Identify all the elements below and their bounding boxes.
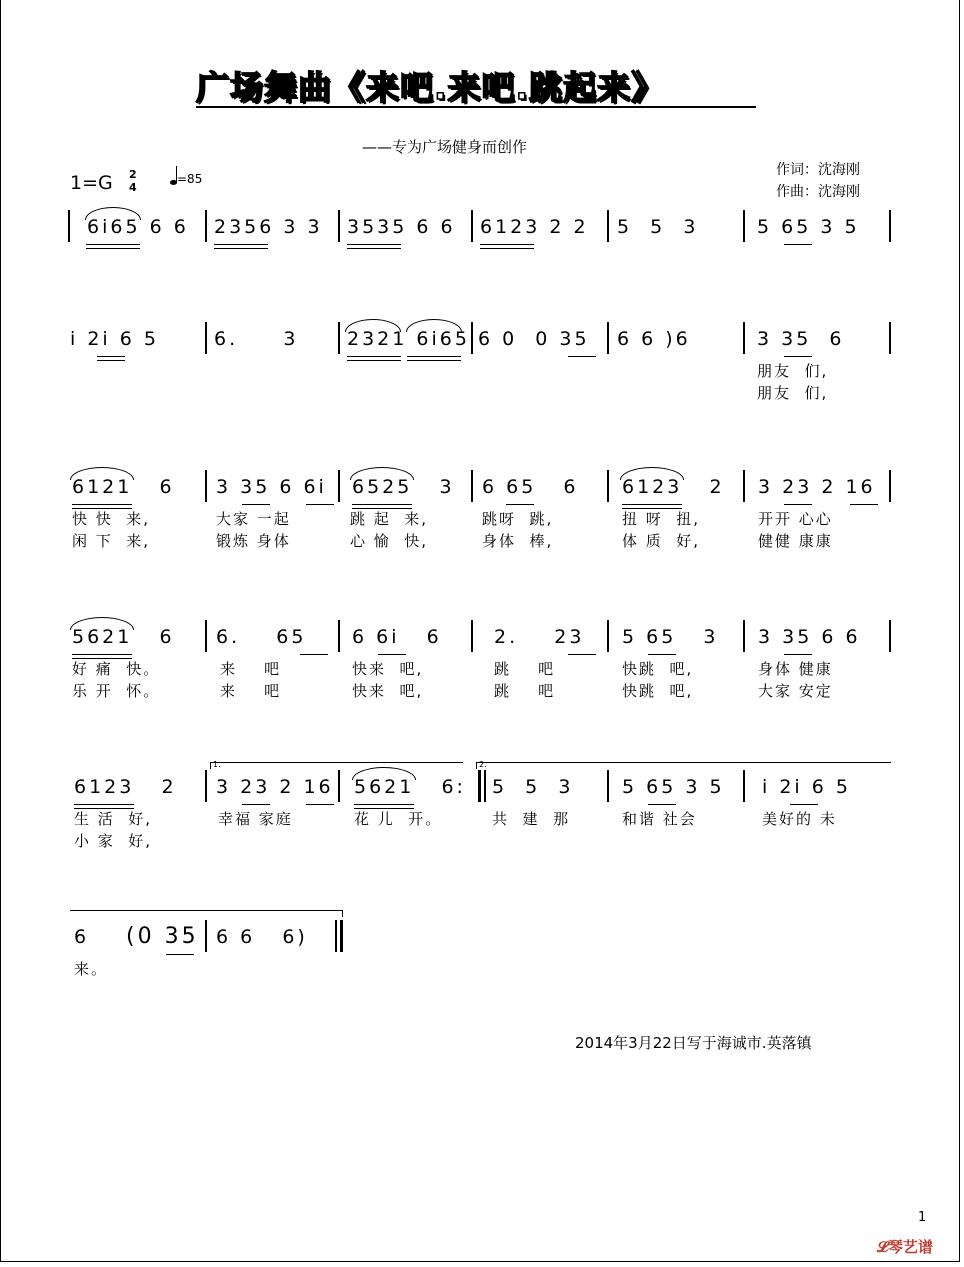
measure: i 2i 6 5 (762, 776, 851, 798)
barline (471, 322, 473, 354)
lyric: 乐 开 怀。 (72, 682, 161, 700)
measure: 6 6 6) (216, 926, 308, 948)
lyric: 跳呀 跳, (482, 510, 554, 528)
lyric: 来 吧 (220, 682, 282, 700)
final-barline (340, 920, 343, 952)
beam (347, 244, 401, 245)
volta-2-label: 2. (479, 760, 487, 769)
measure: 3 35 6 6i (216, 476, 327, 498)
lyric: 生 活 好, (74, 810, 153, 828)
repeat-barline (478, 770, 481, 802)
tempo-value: =85 (177, 172, 203, 186)
key-signature: 1=G (70, 172, 113, 194)
measure: 6. 3 (214, 328, 299, 350)
beam (480, 244, 534, 245)
volta-2-bracket (476, 762, 891, 769)
barline (205, 470, 207, 502)
watermark (877, 1236, 933, 1257)
measure: 3 23 2 16 (758, 476, 876, 498)
barline (889, 322, 891, 354)
lyric: 身体 健康 (758, 660, 833, 678)
measure: 6123 2 2 (480, 216, 589, 238)
lyricist-credit: 作词：沈海刚 (776, 162, 860, 178)
measure: 6123 2 (74, 776, 177, 798)
beam (97, 356, 125, 357)
lyric: 快 快 来, (72, 510, 151, 528)
final-barline (335, 920, 337, 952)
lyric: 和谐 社会 (622, 810, 697, 828)
beam (300, 654, 328, 655)
barline (205, 920, 207, 952)
measure: 6121 6 (72, 476, 175, 498)
barline (607, 770, 609, 802)
beam (850, 504, 878, 505)
beam (648, 654, 676, 655)
barline (889, 470, 891, 502)
beam (86, 248, 140, 249)
lyric: 美好的 未 (762, 810, 837, 828)
subtitle: ——专为广场健身而创作 (362, 138, 528, 156)
barline (471, 470, 473, 502)
barline (471, 620, 473, 652)
barline (338, 620, 340, 652)
beam (354, 804, 414, 805)
lyric: 好 痛 快。 (72, 660, 161, 678)
lyric: 花 儿 开。 (354, 810, 443, 828)
measure: 5 65 3 5 (757, 216, 860, 238)
beam (407, 360, 461, 361)
measure: 5 5 3 (492, 776, 574, 798)
barline (205, 620, 207, 652)
barline (205, 322, 207, 354)
beam (568, 356, 596, 357)
coda-bracket (70, 910, 343, 917)
beam (622, 504, 682, 505)
beam (347, 360, 401, 361)
barline (205, 770, 207, 802)
beam (648, 804, 676, 805)
barline (743, 470, 745, 502)
meter-top: 2 (129, 168, 137, 181)
beam (242, 804, 270, 805)
barline (743, 322, 745, 354)
beam (352, 504, 412, 505)
measure: 6 65 6 (482, 476, 579, 498)
lyric: 幸福 家庭 (218, 810, 293, 828)
lyric: 开开 心心 (758, 510, 833, 528)
lyric: 扭 呀 扭, (622, 510, 701, 528)
lyric: 来 吧 (220, 660, 282, 678)
barline (68, 210, 70, 242)
barline (889, 210, 891, 242)
lyric: 小 家 好, (74, 832, 153, 850)
beam (214, 248, 268, 249)
watermark-text: 琴艺谱 (887, 1238, 933, 1256)
measure: 2321 6i65 (347, 328, 470, 350)
beam (347, 356, 401, 357)
lyric: 闲 下 来, (72, 532, 151, 550)
measure: 2. 23 (494, 626, 585, 648)
beam (480, 248, 534, 249)
beam (306, 804, 334, 805)
beam (784, 356, 812, 357)
barline (338, 322, 340, 354)
beam (347, 248, 401, 249)
lyric: 跳 吧 (494, 660, 556, 678)
lyric: 体 质 好, (622, 532, 701, 550)
barline (743, 620, 745, 652)
lyric: 心 愉 快, (350, 532, 429, 550)
measure: 6 0 0 35 (478, 328, 590, 350)
barline (338, 770, 340, 802)
lyric: 大家 一起 (216, 510, 291, 528)
measure: 6 6 )6 (617, 328, 691, 350)
beam (74, 804, 134, 805)
barline (338, 470, 340, 502)
lyric: 快来 吧, (352, 682, 424, 700)
beam (72, 504, 132, 505)
barline (205, 210, 207, 242)
beam (378, 654, 406, 655)
lyric: 跳 起 来, (350, 510, 429, 528)
measure: 5 65 3 5 (622, 776, 725, 798)
song-title: 广场舞曲《来吧.来吧.跳起来》 (196, 62, 756, 108)
lyric: 快跳 吧, (622, 660, 694, 678)
beam (407, 356, 461, 357)
measure: 6 (74, 926, 90, 948)
lyric: 锻炼 身体 (216, 532, 291, 550)
measure: 5621 6 (72, 626, 175, 648)
measure: 6123 2 (622, 476, 725, 498)
measure: 6. 65 (216, 626, 307, 648)
beam (790, 804, 818, 805)
beam (86, 244, 140, 245)
measure: 5 65 3 (622, 626, 719, 648)
barline (607, 210, 609, 242)
barline (889, 620, 891, 652)
date-footer: 2014年3月22日写于海诚市.英落镇 (575, 1034, 812, 1052)
beam (784, 504, 812, 505)
beam (166, 954, 194, 955)
lyric: 共 建 那 (492, 810, 571, 828)
lyric: 快跳 吧, (622, 682, 694, 700)
composer-credit: 作曲：沈海刚 (776, 184, 860, 200)
beam (784, 654, 812, 655)
measure: 5 5 3 (617, 216, 699, 238)
barline (607, 620, 609, 652)
beam (784, 244, 812, 245)
lyric: 大家 安定 (758, 682, 833, 700)
measure: 3 35 6 (757, 328, 845, 350)
lyric: 身体 棒, (482, 532, 554, 550)
lyrics-verse-2: 朋友 们, (757, 384, 829, 402)
volta-1-bracket (210, 762, 463, 769)
volta-1-label: 1. (213, 760, 221, 769)
barline (607, 322, 609, 354)
lyric: 来。 (74, 960, 109, 978)
measure: 6i65 6 6 (87, 216, 189, 238)
tempo-marking (170, 172, 202, 186)
barline (743, 210, 745, 242)
beam (72, 654, 132, 655)
beam (506, 504, 534, 505)
repeat-barline (484, 770, 486, 802)
measure: (0 35 (126, 924, 199, 949)
time-signature (129, 168, 137, 194)
lyric: 快来 吧, (352, 660, 424, 678)
barline (743, 770, 745, 802)
measure: 2356 3 3 (214, 216, 323, 238)
measure: 3535 6 6 (347, 216, 456, 238)
meter-bottom: 4 (129, 181, 137, 194)
barline (607, 470, 609, 502)
lyric: 健健 康康 (758, 532, 833, 550)
beam (242, 504, 270, 505)
logo-icon: 𝓛 (877, 1238, 888, 1256)
measure: 3 35 6 6 (758, 626, 861, 648)
barline (471, 210, 473, 242)
beam (97, 360, 125, 361)
beam (568, 654, 596, 655)
lyrics-verse-1: 朋友 们, (757, 362, 829, 380)
measure: 6525 3 (352, 476, 455, 498)
barline (338, 210, 340, 242)
measure: i 2i 6 5 (70, 328, 159, 350)
beam (306, 504, 334, 505)
quarter-note-icon (170, 180, 177, 185)
beam (214, 244, 268, 245)
measure: 6 6i 6 (352, 626, 442, 648)
page-number: 1 (918, 1210, 927, 1225)
lyric: 跳 吧 (494, 682, 556, 700)
measure: 5621 6: (354, 776, 466, 798)
measure: 3 23 2 16 (216, 776, 334, 798)
